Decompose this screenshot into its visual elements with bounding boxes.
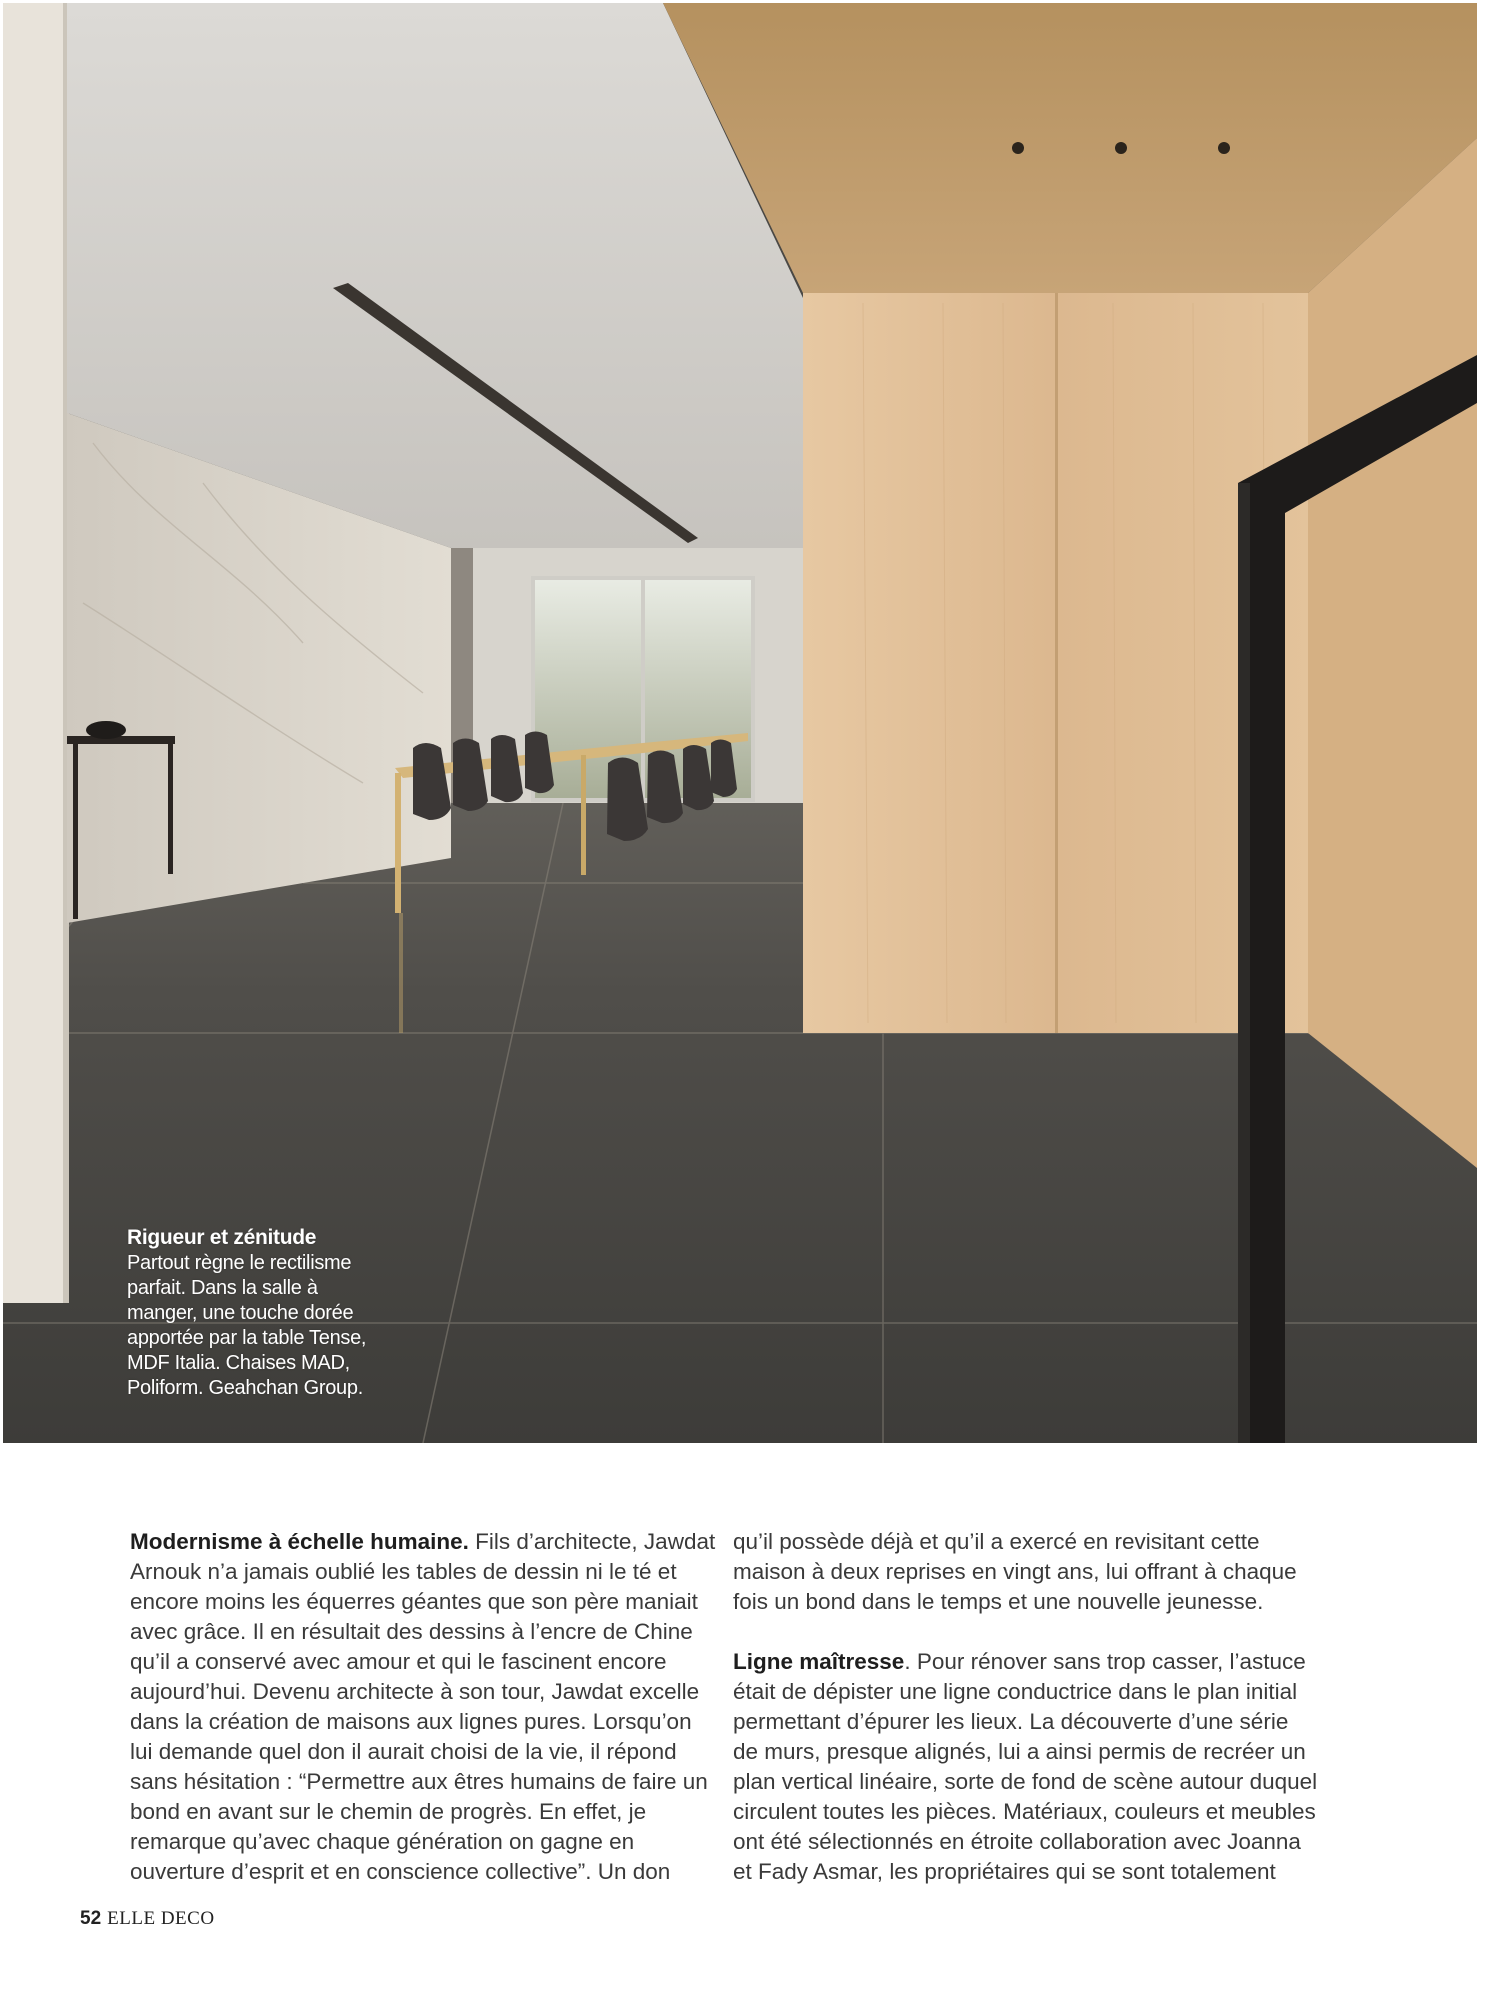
article-column-right xyxy=(733,1527,1318,1887)
section-lead-ligne: Ligne maîtresse xyxy=(733,1649,905,1674)
text-line: remarque qu’avec chaque génération on gagne en xyxy=(130,1829,635,1854)
text-line: ouverture d’esprit et en conscience collective”. Un don xyxy=(130,1859,671,1884)
text-line: dans la création de maisons aux lignes pures. Lorsqu’on xyxy=(130,1709,692,1734)
text-line: aujourd’hui. Devenu architecte à son tour, Jawdat excelle xyxy=(130,1679,700,1704)
text-line: bond en avant sur le chemin de progrès. En effet, je xyxy=(130,1799,647,1824)
magazine-name: ELLE DECO xyxy=(107,1908,215,1929)
page-number: 52 xyxy=(80,1908,102,1929)
caption-title: Rigueur et zénitude xyxy=(127,1226,317,1249)
caption-line: parfait. Dans la salle à xyxy=(127,1277,318,1299)
photo-caption xyxy=(127,1225,407,1401)
text-fragment: Fils d’architecte, Jawdat xyxy=(468,1529,716,1554)
article-column-left xyxy=(130,1527,716,1887)
text-line xyxy=(130,1527,716,1557)
section-lead-modernisme: Modernisme à échelle humaine. xyxy=(130,1529,469,1554)
caption-line: Poliform. Geahchan Group. xyxy=(127,1377,363,1399)
text-line: sans hésitation : “Permettre aux êtres humains de faire un xyxy=(130,1769,708,1794)
caption-line: Partout règne le rectilisme xyxy=(127,1252,352,1274)
text-line: maison à deux reprises en vingt ans, lui offrant à chaque xyxy=(733,1559,1297,1584)
paragraph-gap xyxy=(733,1617,1305,1647)
text-line xyxy=(733,1647,1305,1677)
text-line: circulent toutes les pièces. Matériaux, couleurs et meubles xyxy=(733,1799,1316,1824)
caption-line: apportée par la table Tense, xyxy=(127,1327,367,1349)
text-line: encore moins les équerres géantes que son père maniait xyxy=(130,1589,698,1614)
text-line: qu’il a conservé avec amour et qui le fascinent encore xyxy=(130,1649,667,1674)
text-line: était de dépister une ligne conductrice dans le plan initial xyxy=(733,1679,1298,1704)
text-line: permettant d’épurer les lieux. La découverte d’une série xyxy=(733,1709,1289,1734)
text-line: de murs, presque alignés, lui a ainsi permis de recréer un xyxy=(733,1739,1306,1764)
text-line: plan vertical linéaire, sorte de fond de scène autour duquel xyxy=(733,1769,1318,1794)
text-fragment: . Pour rénover sans trop casser, l’astuce xyxy=(904,1649,1306,1674)
caption-line: manger, une touche dorée xyxy=(127,1302,354,1324)
caption-line: MDF Italia. Chaises MAD, xyxy=(127,1352,350,1374)
text-line: qu’il possède déjà et qu’il a exercé en revisitant cette xyxy=(733,1529,1260,1554)
text-line: ont été sélectionnés en étroite collaboration avec Joanna xyxy=(733,1829,1301,1854)
text-line: fois un bond dans le temps et une nouvelle jeunesse. xyxy=(733,1589,1264,1614)
text-line: et Fady Asmar, les propriétaires qui se sont totalement xyxy=(733,1859,1276,1884)
text-line: Arnouk n’a jamais oublié les tables de dessin ni le té et xyxy=(130,1559,677,1584)
text-line: avec grâce. Il en résultait des dessins à l’encre de Chine xyxy=(130,1619,693,1644)
text-line: lui demande quel don il aurait choisi de la vie, il répond xyxy=(130,1739,677,1764)
page-folio xyxy=(80,1908,215,1930)
